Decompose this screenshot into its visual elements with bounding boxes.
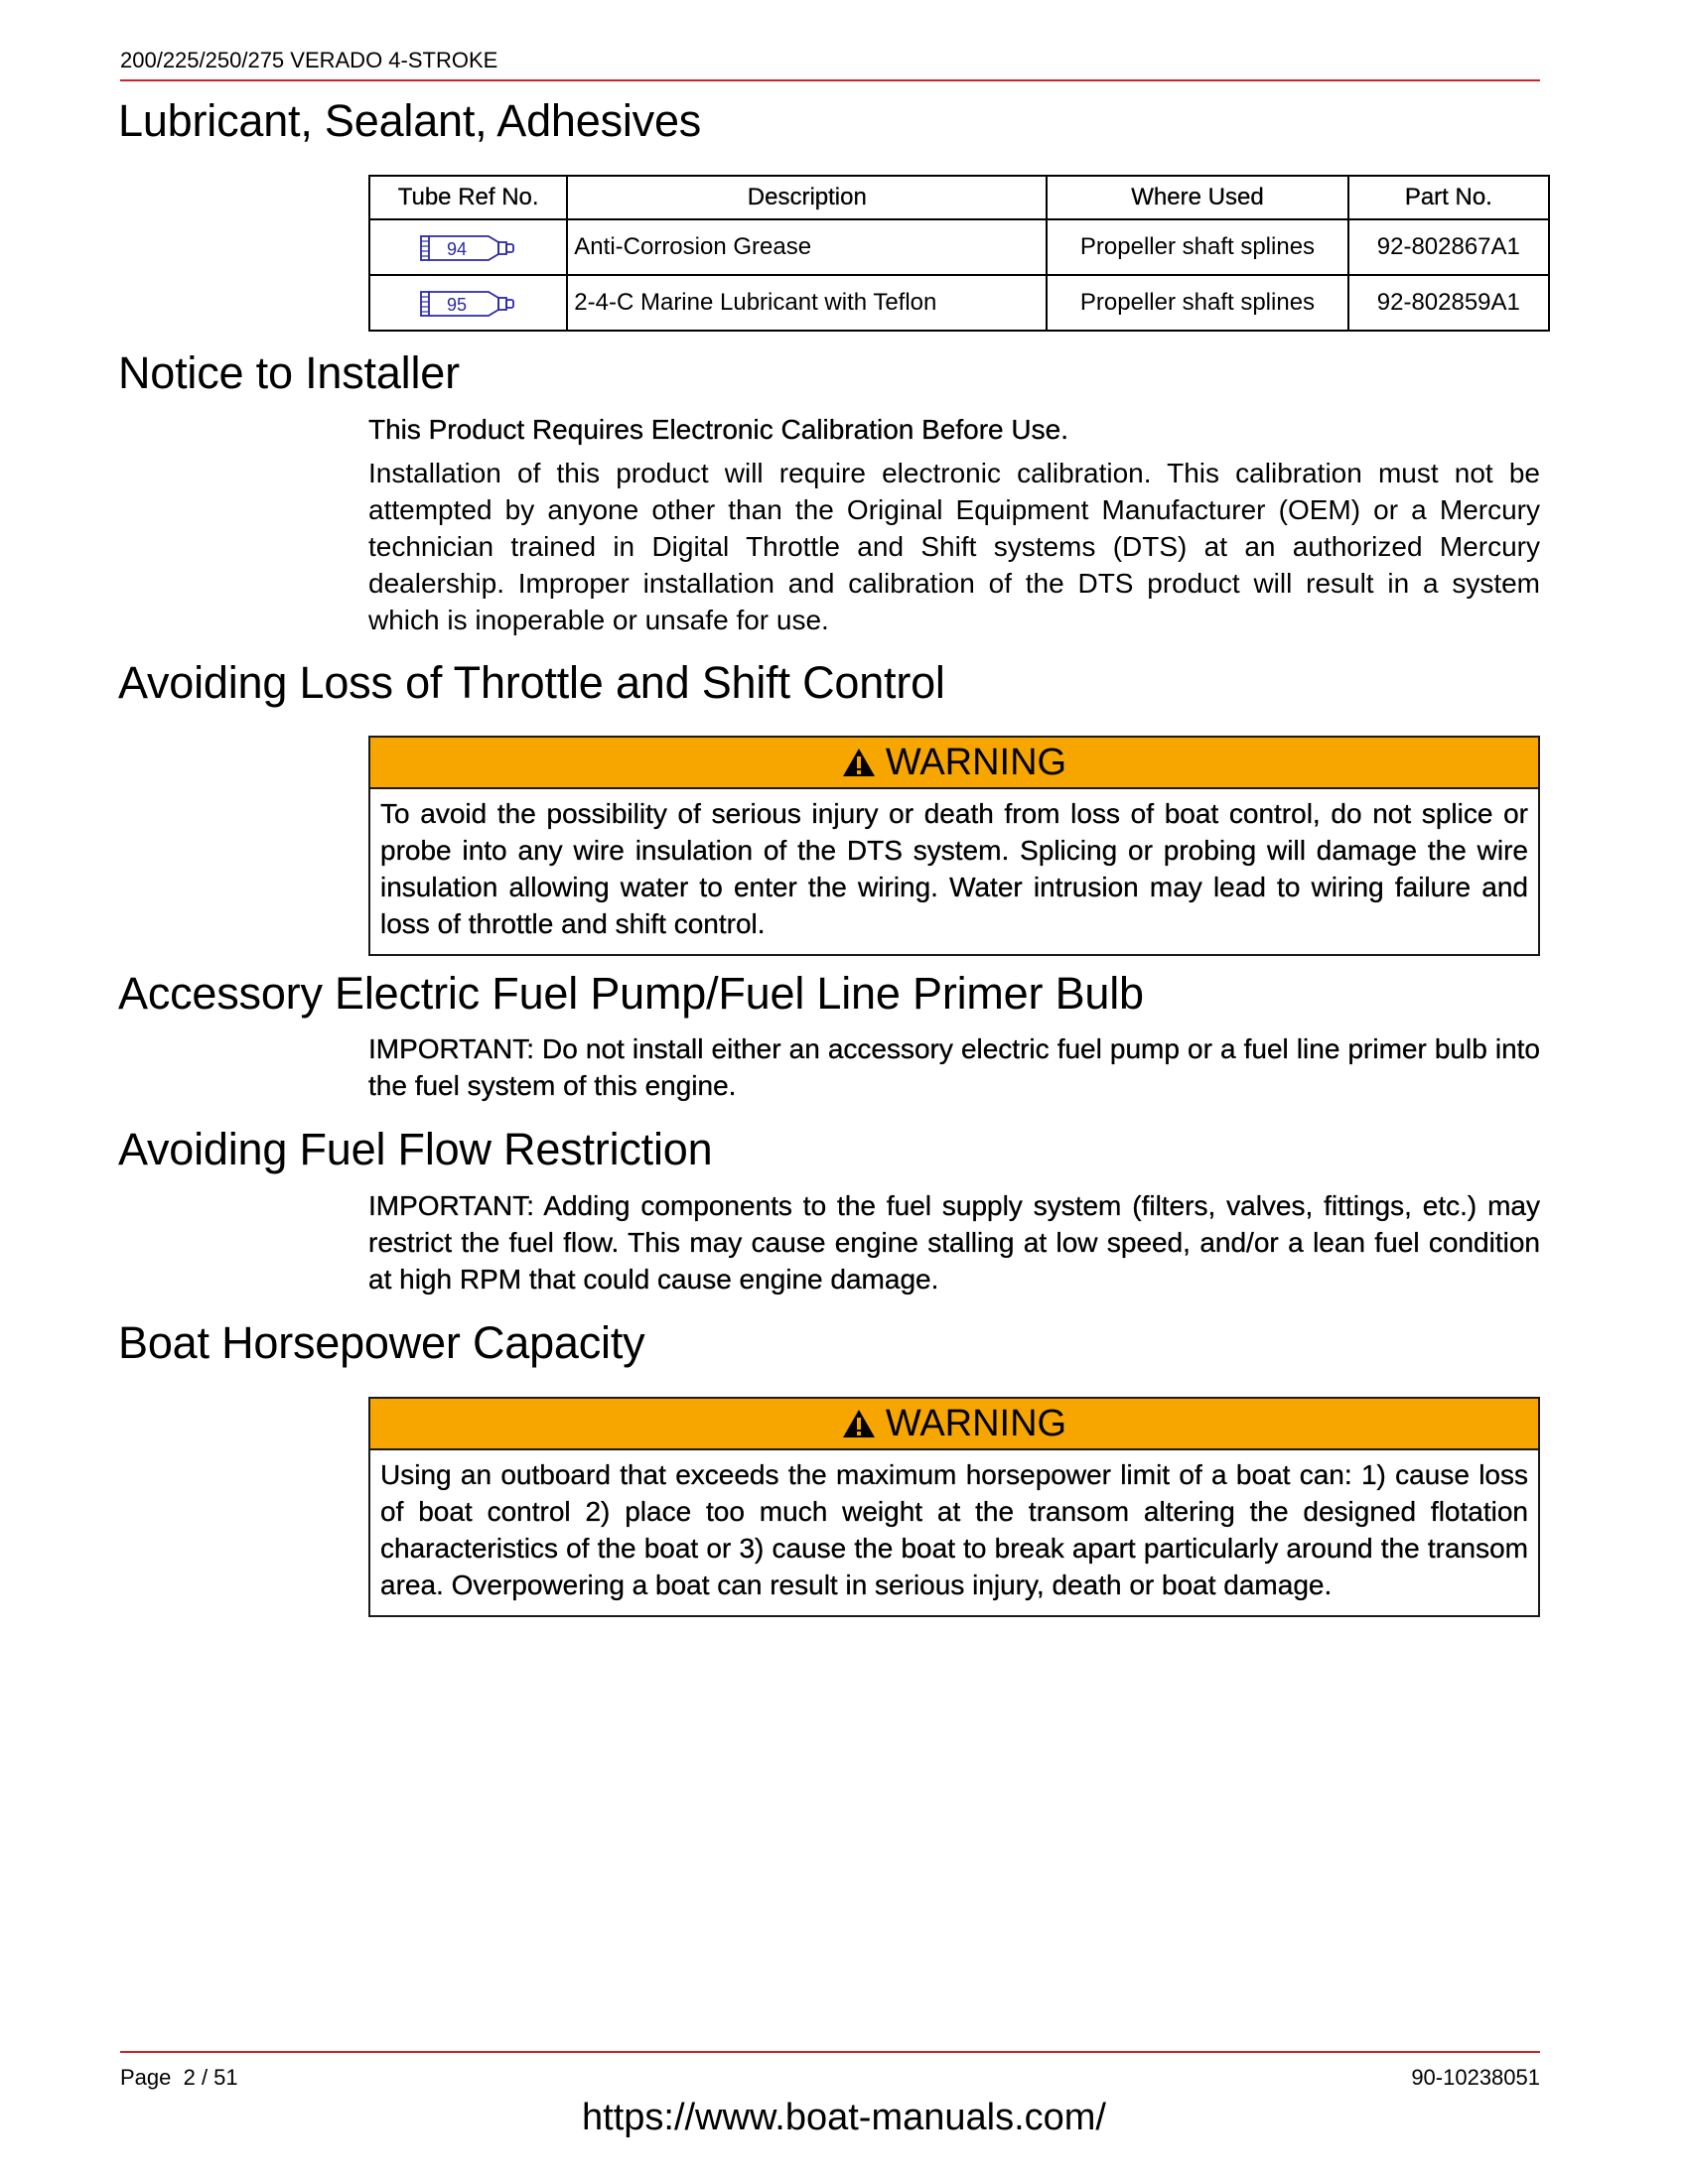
col-header-where-used: Where Used	[1047, 176, 1347, 219]
table-header-row	[369, 176, 1549, 219]
heading-fuel-flow: Avoiding Fuel Flow Restriction	[118, 1124, 713, 1174]
fuel-flow-body: IMPORTANT: Adding components to the fuel supply system (filters, valves, fittings, etc.) may restrict the fuel flow. This may cause engine stalling at low speed, and/or a lean fuel condition at high RPM that could cause engine damage.	[368, 1190, 1540, 1295]
tube-ref-cell	[369, 219, 567, 275]
part-no-cell: 92-802859A1	[1348, 275, 1549, 331]
where-used-cell: Propeller shaft splines	[1047, 275, 1347, 331]
warning-triangle-icon	[842, 748, 876, 777]
source-url-link[interactable]: https://www.boat-manuals.com/	[582, 2097, 1106, 2138]
part-no-cell: 92-802867A1	[1348, 219, 1549, 275]
warning-box-horsepower	[368, 1397, 1540, 1617]
heading-horsepower: Boat Horsepower Capacity	[118, 1317, 645, 1368]
heading-lubricant: Lubricant, Sealant, Adhesives	[118, 95, 702, 146]
heading-notice-to-installer: Notice to Installer	[118, 347, 460, 398]
description-cell: 2-4-C Marine Lubricant with Teflon	[567, 275, 1047, 331]
warning-box-throttle	[368, 736, 1540, 956]
col-header-part-no: Part No.	[1348, 176, 1549, 219]
table-row	[369, 219, 1549, 275]
tube-icon	[417, 230, 520, 264]
col-header-tube-ref: Tube Ref No.	[369, 176, 567, 219]
lubricant-table	[368, 175, 1550, 332]
warning-text: To avoid the possibility of serious injury or death from loss of boat control, do not splice or probe into any wire insulation of the DTS system. Splicing or probing will damage the wire insulation allowing water to enter the wiring. Water intrusion may lead to wiring failure and loss of throttle and shift control.	[380, 798, 1528, 939]
warning-label: WARNING	[885, 1402, 1067, 1444]
footer-rule	[120, 2051, 1540, 2053]
header-rule	[120, 79, 1540, 81]
tube-ref-number: 95	[446, 295, 467, 315]
fuel-pump-body: IMPORTANT: Do not install either an accessory electric fuel pump or a fuel line primer bulb into the fuel system of this engine.	[368, 1033, 1540, 1101]
warning-header	[370, 1399, 1538, 1450]
warning-text: Using an outboard that exceeds the maximum horsepower limit of a boat can: 1) cause loss of boat control 2) place too much weight at the transom altering the designed flotation characteristics of the boat or 3) cause the boat to break apart particularly around the transom area. Overpowering a boat can result in serious injury, death or boat damage.	[380, 1459, 1528, 1600]
notice-body: Installation of this product will require electronic calibration. This calibration must not be attempted by anyone other than the Original Equipment Manufacturer (OEM) or a Mercury technician trained in Digital Throttle and Shift systems (DTS) at an authorized Mercury dealership. Improper installation and calibration of the DTS product will result in a system which is inoperable or unsafe for use.	[368, 458, 1540, 635]
warning-header	[370, 738, 1538, 789]
col-header-description: Description	[567, 176, 1047, 219]
page-number: Page 2 / 51	[120, 2065, 238, 2090]
heading-throttle-shift: Avoiding Loss of Throttle and Shift Control	[118, 657, 945, 708]
warning-label: WARNING	[885, 741, 1067, 783]
notice-subheading: This Product Requires Electronic Calibration Before Use.	[368, 414, 1068, 445]
warning-triangle-icon	[842, 1409, 876, 1438]
tube-ref-number: 94	[446, 239, 467, 259]
table-row	[369, 275, 1549, 331]
heading-fuel-pump: Accessory Electric Fuel Pump/Fuel Line Primer Bulb	[118, 968, 1144, 1019]
tube-ref-cell	[369, 275, 567, 331]
running-header: 200/225/250/275 VERADO 4-STROKE	[120, 48, 498, 72]
document-number: 90-10238051	[1411, 2065, 1540, 2090]
where-used-cell: Propeller shaft splines	[1047, 219, 1347, 275]
description-cell: Anti-Corrosion Grease	[567, 219, 1047, 275]
tube-icon	[417, 286, 520, 320]
